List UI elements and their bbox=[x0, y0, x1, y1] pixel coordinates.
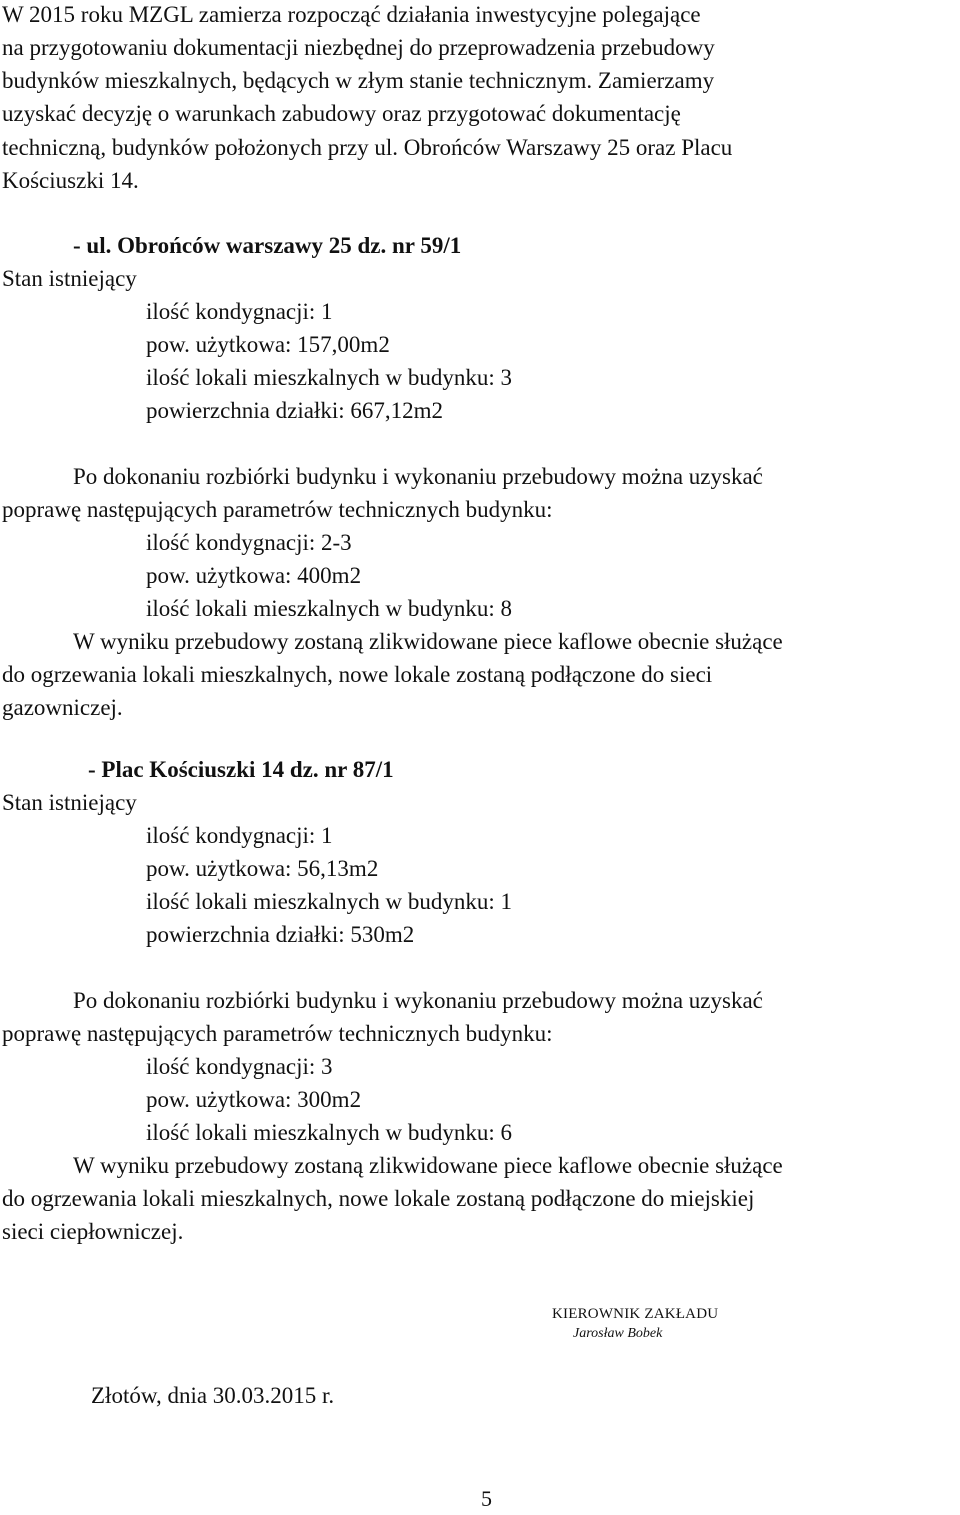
after-intro-line: poprawę następujących parametrów technicznych budynku: bbox=[2, 1021, 553, 1046]
result-line: sieci ciepłowniczej. bbox=[2, 1219, 184, 1244]
param-line: ilość kondygnacji: 3 bbox=[146, 1054, 333, 1079]
signature-title: KIEROWNIK ZAKŁADU bbox=[552, 1306, 719, 1322]
place-date: Złotów, dnia 30.03.2015 r. bbox=[91, 1383, 335, 1408]
intro-line: Kościuszki 14. bbox=[2, 168, 139, 193]
intro-line: techniczną, budynków położonych przy ul. Obrońców Warszawy 25 oraz Placu bbox=[2, 135, 733, 160]
after-intro-line: poprawę następujących parametrów technicznych budynku: bbox=[2, 497, 553, 522]
intro-line: W 2015 roku MZGL zamierza rozpocząć działania inwestycyjne polegające bbox=[2, 2, 701, 27]
param-line: ilość lokali mieszkalnych w budynku: 8 bbox=[146, 596, 513, 621]
param-line: pow. użytkowa: 300m2 bbox=[146, 1087, 362, 1112]
param-line: ilość lokali mieszkalnych w budynku: 3 bbox=[146, 365, 513, 390]
result-line: W wyniku przebudowy zostaną zlikwidowane piece kaflowe obecnie służące bbox=[73, 1153, 783, 1178]
intro-line: na przygotowaniu dokumentacji niezbędnej do przeprowadzenia przebudowy bbox=[2, 35, 715, 60]
after-intro-line: Po dokonaniu rozbiórki budynku i wykonaniu przebudowy można uzyskać bbox=[73, 464, 763, 489]
param-line: ilość kondygnacji: 1 bbox=[146, 823, 333, 848]
param-line: powierzchnia działki: 667,12m2 bbox=[146, 398, 444, 423]
result-line: W wyniku przebudowy zostaną zlikwidowane piece kaflowe obecnie służące bbox=[73, 629, 783, 654]
param-line: pow. użytkowa: 400m2 bbox=[146, 563, 362, 588]
param-line: pow. użytkowa: 56,13m2 bbox=[146, 856, 379, 881]
param-line: ilość lokali mieszkalnych w budynku: 1 bbox=[146, 889, 513, 914]
section-heading: - Plac Kościuszki 14 dz. nr 87/1 bbox=[88, 757, 394, 782]
current-state-label: Stan istniejący bbox=[2, 790, 137, 815]
param-line: ilość kondygnacji: 1 bbox=[146, 299, 333, 324]
param-line: ilość kondygnacji: 2-3 bbox=[146, 530, 352, 555]
after-intro-line: Po dokonaniu rozbiórki budynku i wykonaniu przebudowy można uzyskać bbox=[73, 988, 763, 1013]
param-line: ilość lokali mieszkalnych w budynku: 6 bbox=[146, 1120, 513, 1145]
result-line: do ogrzewania lokali mieszkalnych, nowe lokale zostaną podłączone do sieci bbox=[2, 662, 713, 687]
section-heading: - ul. Obrońców warszawy 25 dz. nr 59/1 bbox=[73, 233, 462, 258]
param-line: pow. użytkowa: 157,00m2 bbox=[146, 332, 390, 357]
param-line: powierzchnia działki: 530m2 bbox=[146, 922, 415, 947]
page-number: 5 bbox=[481, 1486, 492, 1511]
result-line: gazowniczej. bbox=[2, 695, 123, 720]
signature-name: Jarosław Bobek bbox=[573, 1326, 663, 1341]
result-line: do ogrzewania lokali mieszkalnych, nowe lokale zostaną podłączone do miejskiej bbox=[2, 1186, 755, 1211]
current-state-label: Stan istniejący bbox=[2, 266, 137, 291]
intro-line: uzyskać decyzję o warunkach zabudowy oraz przygotować dokumentację bbox=[2, 101, 681, 126]
intro-line: budynków mieszkalnych, będących w złym stanie technicznym. Zamierzamy bbox=[2, 68, 715, 93]
